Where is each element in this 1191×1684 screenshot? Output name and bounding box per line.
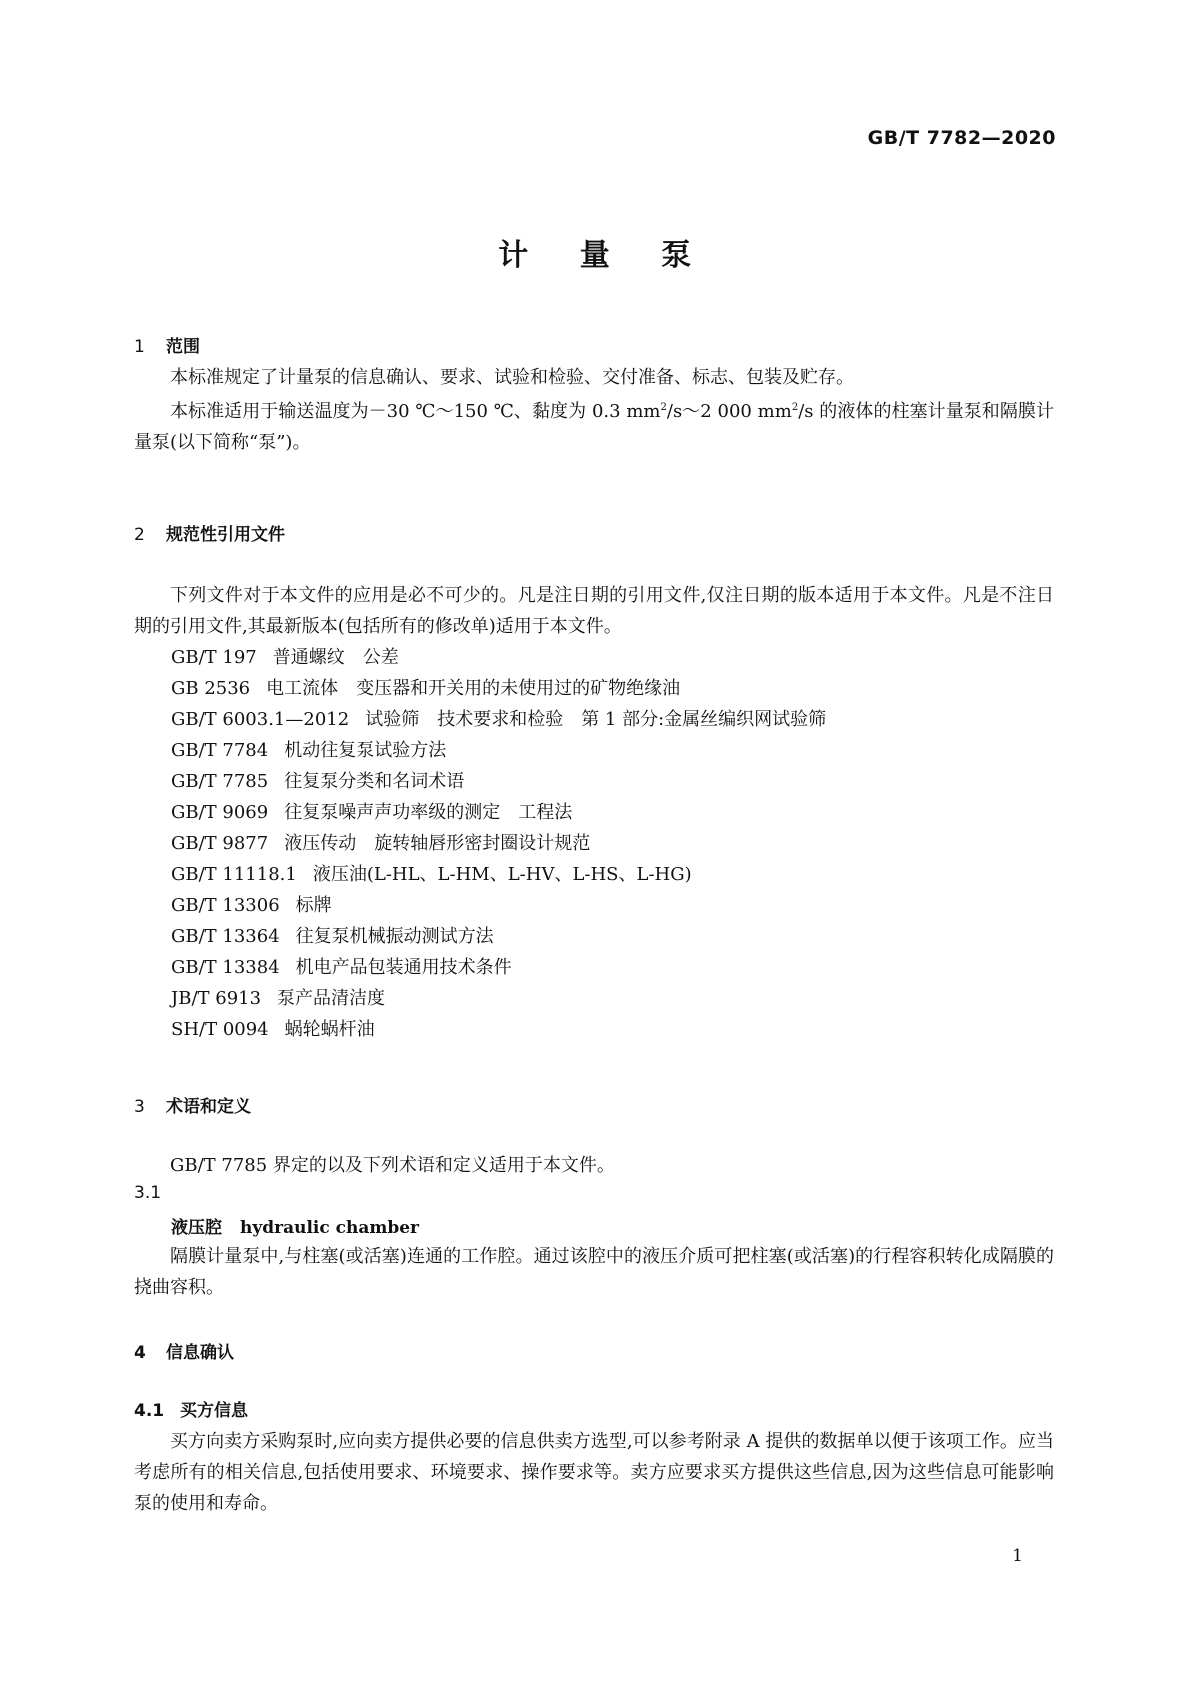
reference-item — [171, 798, 572, 824]
term-heading — [171, 1213, 419, 1238]
reference-code: GB/T 13306 — [171, 895, 280, 916]
reference-code: GB 2536 — [171, 678, 251, 699]
reference-code: GB/T 7785 — [171, 771, 269, 792]
reference-item — [171, 953, 512, 979]
reference-title: 往复泵分类和名词术语 — [284, 771, 465, 792]
section-2-heading — [134, 520, 285, 545]
reference-item — [171, 829, 590, 855]
reference-item — [171, 922, 494, 948]
s1-p2-part3: /s 的液体的柱塞计量泵和隔膜计量泵(以下简称“泵”)。 — [134, 401, 1054, 453]
reference-code: GB/T 9877 — [171, 833, 269, 854]
term-definition: 隔膜计量泵中,与柱塞(或活塞)连通的工作腔。通过该腔中的液压介质可把柱塞(或活塞)的行程容积转化成隔膜的挠曲容积。 — [134, 1246, 1054, 1298]
section-3-number: 3 — [134, 1097, 145, 1117]
term-number: 3.1 — [134, 1183, 162, 1203]
reference-title: 机动往复泵试验方法 — [284, 740, 447, 761]
section-4-number: 4 — [134, 1343, 146, 1363]
reference-title: 液压油(L-HL、L-HM、L-HV、L-HS、L-HG) — [312, 864, 692, 885]
page-number: 1 — [1012, 1546, 1023, 1566]
reference-code: GB/T 6003.1—2012 — [171, 709, 350, 730]
reference-title: 机电产品包装通用技术条件 — [295, 957, 512, 978]
reference-title: 泵产品清洁度 — [277, 988, 386, 1009]
s1-p2-part2: /s～2 000 mm — [666, 401, 792, 422]
reference-item — [171, 860, 692, 886]
reference-title: 往复泵机械振动测试方法 — [295, 926, 494, 947]
reference-title: 液压传动 旋转轴唇形密封圈设计规范 — [284, 833, 591, 854]
section-1-heading — [134, 332, 200, 357]
reference-code: GB/T 7784 — [171, 740, 269, 761]
section-4-1-number: 4.1 — [134, 1401, 165, 1421]
reference-item — [171, 643, 399, 669]
term-en: hydraulic chamber — [240, 1218, 420, 1238]
reference-code: GB/T 197 — [171, 647, 257, 668]
s1-p2-part1: 本标准适用于输送温度为－30 ℃～150 ℃、黏度为 0.3 mm — [170, 401, 661, 422]
s1-p2-sup1: 2 — [660, 402, 667, 413]
section-4-1-title: 买方信息 — [180, 1401, 248, 1421]
reference-code: GB/T 13384 — [171, 957, 280, 978]
document-title: 计 量 泵 — [498, 238, 693, 273]
section-2-intro: 下列文件对于本文件的应用是必不可少的。凡是注日期的引用文件,仅注日期的版本适用于本文件。凡是不注日期的引用文件,其最新版本(包括所有的修改单)适用于本文件。 — [134, 585, 1054, 637]
reference-title: 往复泵噪声声功率级的测定 工程法 — [284, 802, 573, 823]
section-4-title: 信息确认 — [166, 1343, 234, 1363]
reference-item — [171, 705, 826, 731]
section-3-heading — [134, 1092, 251, 1117]
reference-code: GB/T 13364 — [171, 926, 280, 947]
section-3-intro: GB/T 7785 界定的以及下列术语和定义适用于本文件。 — [170, 1155, 615, 1176]
section-3-title: 术语和定义 — [166, 1097, 251, 1117]
reference-item — [171, 984, 385, 1010]
section-1-paragraph-1: 本标准规定了计量泵的信息确认、要求、试验和检验、交付准备、标志、包装及贮存。 — [170, 367, 854, 388]
section-1-number: 1 — [134, 337, 145, 357]
reference-item — [171, 674, 680, 700]
reference-code: SH/T 0094 — [171, 1019, 269, 1040]
reference-item — [171, 891, 332, 917]
reference-title: 标牌 — [295, 895, 332, 916]
reference-item — [171, 767, 464, 793]
reference-title: 蜗轮蜗杆油 — [284, 1019, 375, 1040]
s1-p2-sup2: 2 — [791, 402, 799, 413]
standard-number: GB/T 7782—2020 — [867, 127, 1056, 149]
section-2-number: 2 — [134, 525, 145, 545]
section-4-1-text: 买方向卖方采购泵时,应向卖方提供必要的信息供卖方选型,可以参考附录 A 提供的数据单以便于该项工作。应当考虑所有的相关信息,包括使用要求、环境要求、操作要求等。卖方应要求买方提供这些信息,因为这些信息可能影响泵的使用和寿命。 — [134, 1431, 1054, 1514]
reference-item — [171, 1015, 375, 1041]
reference-code: JB/T 6913 — [171, 988, 262, 1009]
reference-code: GB/T 11118.1 — [171, 864, 297, 885]
term-zh: 液压腔 — [171, 1218, 222, 1238]
reference-title: 试验筛 技术要求和检验 第 1 部分:金属丝编织网试验筛 — [365, 709, 827, 730]
reference-code: GB/T 9069 — [171, 802, 269, 823]
reference-title: 普通螺纹 公差 — [272, 647, 399, 668]
reference-title: 电工流体 变压器和开关用的未使用过的矿物绝缘油 — [266, 678, 681, 699]
section-1-paragraph-2 — [134, 392, 1054, 458]
section-1-title: 范围 — [166, 337, 200, 357]
section-4-heading — [134, 1338, 234, 1363]
section-2-title: 规范性引用文件 — [166, 525, 285, 545]
reference-item — [171, 736, 446, 762]
section-4-1-heading — [134, 1396, 248, 1421]
